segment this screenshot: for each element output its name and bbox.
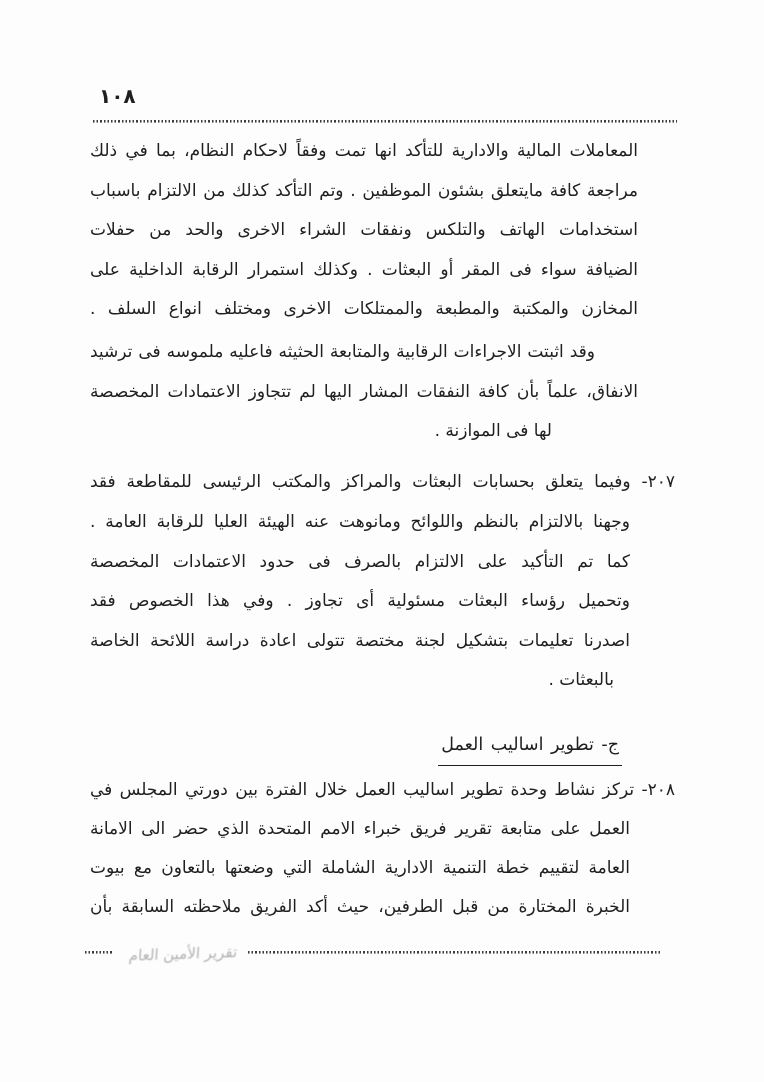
text-line: بالبعثات . [548,670,614,690]
text-line: اصدرنا تعليمات بتشكيل لجنة مختصة تتولى اعادة دراسة اللائحة الخاصة [90,630,630,651]
paragraph-207-continuation [90,503,630,701]
text-line: كما تم التأكيد على الالتزام بالصرف فى حدود الاعتمادات المخصصة [90,551,630,572]
text-line: العمل على متابعة تقرير فريق خبراء الامم المتحدة الذي حضر الى الامانة [90,819,630,839]
text-line: وتحميل رؤساء البعثات مسئولية أى تجاوز . وفي هذا الخصوص فقد [90,591,630,611]
footer-dotted-rule-left [85,951,113,954]
footer-dotted-rule-main [248,951,660,954]
text-line: وقد اثبتت الاجراءات الرقابية والمتابعة الحثيثه فاعليه ملموسه فى ترشيد [90,342,595,362]
paragraph-207-first-line [90,463,675,503]
paragraph-208-first-line [90,771,675,811]
header-dotted-rule [93,120,677,123]
footer-handwritten-mark: تقرير الأمين العام [128,943,238,965]
text-line: الخبرة المختارة من قبل الطرفين، حيث أكد الفريق ملاحظته السابقة بأن [90,897,630,917]
text-line: المعاملات المالية والادارية للتأكد انها تمت وفقاً لاحكام النظام، بما في ذلك [90,141,638,161]
paragraph-financial-audit [90,132,638,330]
text-line: الانفاق، علماً بأن كافة النفقات المشار اليها لم تتجاوز الاعتمادات المخصصة [90,381,638,402]
text-line: ٢٠٨- تركز نشاط وحدة تطوير اساليب العمل خلال الفترة بين دورتي المجلس في [90,780,675,800]
section-heading-work-methods: ج- تطوير اساليب العمل [438,732,622,766]
text-line: الضيافة سواء فى المقر أو البعثات . وكذلك استمرار الرقابة الداخلية على [90,259,638,280]
text-line: وجهنا بالالتزام بالنظم واللوائح ومانوهت عنه الهيئة العليا للرقابة العامة . [90,512,630,532]
page-number: ١٠٨ [99,84,136,108]
text-line: ٢٠٧- وفيما يتعلق بحسابات البعثات والمراكز والمكتب الرئيسى للمقاطعة فقد [90,472,675,492]
paragraph-control-effectiveness [90,333,638,452]
text-line: مراجعة كافة مايتعلق بشئون الموظفين . وتم التأكد كذلك من الالتزام باسباب [90,180,638,201]
text-line: لها فى الموازنة . [434,421,552,441]
text-line: العامة لتقييم خطة التنمية الادارية الشاملة التي وضعتها بالتعاون مع بيوت [90,858,630,878]
text-line: المخازن والمكتبة والمطبعة والممتلكات الاخرى ومختلف انواع السلف . [90,299,638,319]
text-line: استخدامات الهاتف والتلكس ونفقات الشراء الاخرى والحد من حفلات [90,220,638,240]
paragraph-208-continuation [90,810,630,927]
